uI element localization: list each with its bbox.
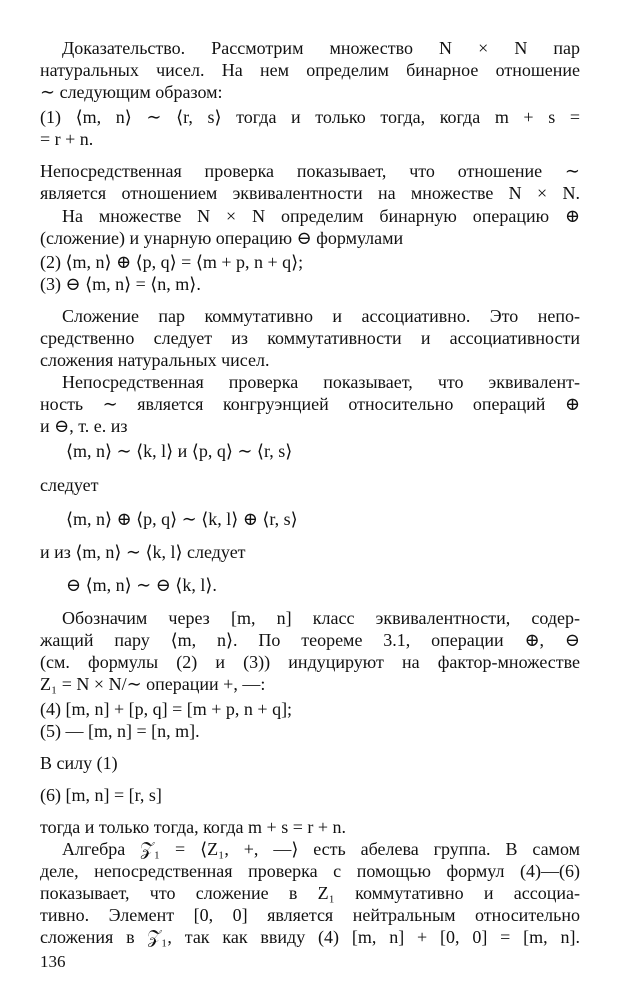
- text-line: сложения натуральных чисел.: [40, 350, 270, 370]
- text-line: Обозначим через [m, n] класс эквивалентности, содер-: [62, 608, 580, 628]
- page-number: 136: [40, 952, 66, 971]
- text-line: и из ⟨m, n⟩ ∼ ⟨k, l⟩ следует: [40, 542, 246, 562]
- text-line: натуральных чисел. На нем определим бинарное отношение: [40, 60, 580, 80]
- formula-line: (4) [m, n] + [p, q] = [m + p, n + q];: [40, 699, 293, 719]
- text-line: Сложение пар коммутативно и ассоциативно. Это непо-: [62, 306, 580, 326]
- text-line: ность ∼ является конгруэнцией относительно операций ⊕: [40, 394, 580, 414]
- text-line: и ⊖, т. е. из: [40, 416, 128, 436]
- text-line: Алгебра 𝒵₁ = ⟨Z₁, +, —⟩ есть абелева группа. В самом: [62, 839, 580, 859]
- text-line: жащий пару ⟨m, n⟩. По теореме 3.1, операции ⊕, ⊖: [40, 630, 580, 650]
- text-line: На множестве N × N определим бинарную операцию ⊕: [62, 206, 580, 226]
- text-line: деле, непосредственная проверка с помощью формул (4)—(6): [40, 861, 580, 881]
- text-line: Доказательство. Рассмотрим множество N × N пар: [62, 38, 580, 58]
- text-line: сложения в 𝒵₁, так как ввиду (4) [m, n] + [0, 0] = [m, n].: [40, 927, 580, 947]
- formula-line: = r + n.: [40, 129, 94, 149]
- formula-line: ⟨m, n⟩ ⊕ ⟨p, q⟩ ∼ ⟨k, l⟩ ⊕ ⟨r, s⟩: [66, 509, 298, 529]
- formula-line: (6) [m, n] = [r, s]: [40, 785, 162, 805]
- text-line: ∼ следующим образом:: [40, 82, 223, 102]
- text-line: В силу (1): [40, 753, 118, 773]
- formula-line: (2) ⟨m, n⟩ ⊕ ⟨p, q⟩ = ⟨m + p, n + q⟩;: [40, 252, 304, 272]
- formula-line: (3) ⊖ ⟨m, n⟩ = ⟨n, m⟩.: [40, 274, 201, 294]
- formula-line: ⊖ ⟨m, n⟩ ∼ ⊖ ⟨k, l⟩.: [66, 575, 217, 595]
- text-line: Непосредственная проверка показывает, что отношение ∼: [40, 161, 580, 181]
- text-line: тогда и только тогда, когда m + s = r + n.: [40, 817, 346, 837]
- text-line: Непосредственная проверка показывает, что эквивалент-: [62, 372, 580, 392]
- text-line: (сложение) и унарную операцию ⊖ формулами: [40, 228, 404, 248]
- formula-line: (5) — [m, n] = [n, m].: [40, 721, 200, 741]
- text-line: (см. формулы (2) и (3)) индуцируют на фактор-множестве: [40, 652, 580, 672]
- formula-line: ⟨m, n⟩ ∼ ⟨k, l⟩ и ⟨p, q⟩ ∼ ⟨r, s⟩: [66, 441, 293, 461]
- text-line: тивно. Элемент [0, 0] является нейтральным относительно: [40, 905, 580, 925]
- text-line: Z₁ = N × N/∼ операции +, —:: [40, 674, 266, 694]
- text-line: средственно следует из коммутативности и ассоциативности: [40, 328, 580, 348]
- text-line: является отношением эквивалентности на множестве N × N.: [40, 183, 580, 203]
- text-line: показывает, что сложение в Z₁ коммутативно и ассоциа-: [40, 883, 580, 903]
- formula-line: (1) ⟨m, n⟩ ∼ ⟨r, s⟩ тогда и только тогда, когда m + s =: [40, 107, 580, 127]
- text-line: следует: [40, 475, 99, 495]
